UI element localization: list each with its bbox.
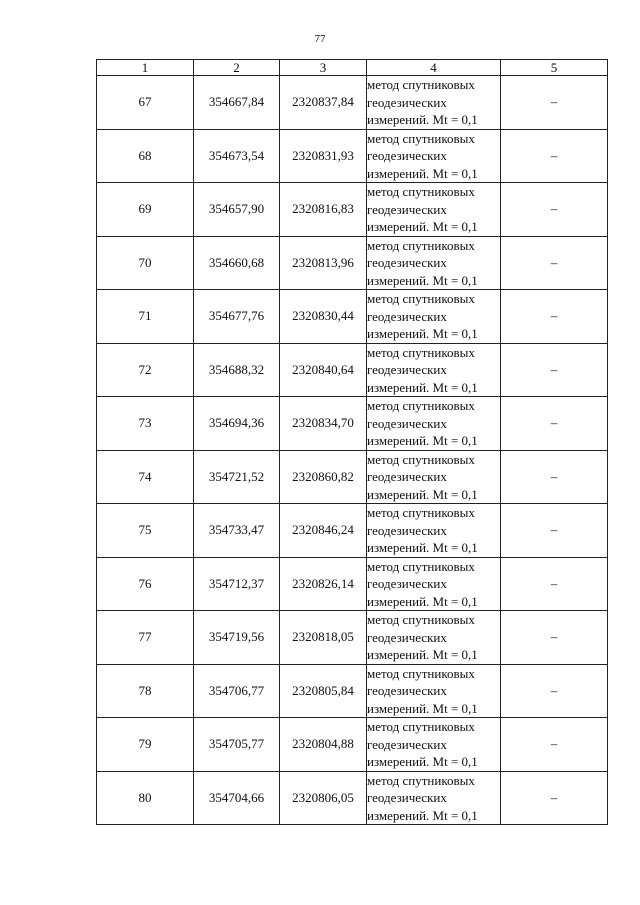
column-header-4: 4 — [367, 60, 501, 76]
method-cell — [367, 236, 501, 290]
note-cell: – — [501, 504, 608, 558]
x-coordinate-cell: 354706,77 — [194, 664, 280, 718]
y-coordinate-cell: 2320804,88 — [280, 718, 367, 772]
column-header-1: 1 — [97, 60, 194, 76]
table-row — [97, 236, 608, 290]
point-number-cell: 76 — [97, 557, 194, 611]
x-coordinate-cell: 354688,32 — [194, 343, 280, 397]
point-number-cell: 68 — [97, 129, 194, 183]
method-text-line: метод спутниковых — [367, 291, 475, 306]
method-text-line: измерений. Mt = 0,1 — [367, 754, 478, 769]
coordinates-table — [96, 59, 608, 825]
method-text-line: метод спутниковых — [367, 237, 475, 253]
point-number-cell: 72 — [97, 343, 194, 397]
point-number-cell: 80 — [97, 771, 194, 825]
table-row — [97, 504, 608, 558]
point-number-cell: 73 — [97, 397, 194, 451]
method-text-line: геодезических — [367, 362, 447, 377]
method-text-line: измерений. Mt = 0,1 — [367, 112, 478, 127]
y-coordinate-cell: 2320813,96 — [280, 236, 367, 290]
method-text-line: измерений. Mt = 0,1 — [367, 700, 478, 716]
method-cell — [367, 504, 501, 558]
note-cell: – — [501, 397, 608, 451]
table-row — [97, 343, 608, 397]
method-text-line: измерений. Mt = 0,1 — [367, 593, 478, 609]
method-text-line: измерений. Mt = 0,1 — [367, 647, 478, 662]
method-text-line: метод спутниковых — [367, 344, 475, 360]
method-text-line: геодезических — [367, 629, 447, 645]
method-cell — [367, 664, 501, 718]
point-number-cell: 67 — [97, 76, 194, 130]
y-coordinate-cell: 2320846,24 — [280, 504, 367, 558]
method-text-line: метод спутниковых — [367, 558, 475, 574]
method-text-line: измерений. Mt = 0,1 — [367, 326, 478, 341]
method-text-line: геодезических — [367, 469, 447, 484]
note-cell: – — [501, 771, 608, 825]
y-coordinate-cell: 2320837,84 — [280, 76, 367, 130]
x-coordinate-cell: 354704,66 — [194, 771, 280, 825]
method-text-line: измерений. Mt = 0,1 — [367, 165, 478, 181]
method-text-line: геодезических — [367, 201, 447, 217]
table-row — [97, 557, 608, 611]
method-text-line: измерений. Mt = 0,1 — [367, 219, 478, 234]
method-text-line: метод спутниковых — [367, 505, 475, 520]
method-text-line: метод спутниковых — [367, 612, 475, 627]
method-cell — [367, 183, 501, 237]
method-cell — [367, 343, 501, 397]
table-row — [97, 664, 608, 718]
x-coordinate-cell: 354673,54 — [194, 129, 280, 183]
note-cell: – — [501, 290, 608, 344]
x-coordinate-cell: 354667,84 — [194, 76, 280, 130]
method-cell — [367, 557, 501, 611]
method-text-line: метод спутниковых — [367, 772, 475, 788]
note-cell: – — [501, 183, 608, 237]
method-text-line: измерений. Mt = 0,1 — [367, 540, 478, 555]
y-coordinate-cell: 2320831,93 — [280, 129, 367, 183]
method-text-line: метод спутниковых — [367, 398, 475, 413]
x-coordinate-cell: 354677,76 — [194, 290, 280, 344]
table-row — [97, 718, 608, 772]
y-coordinate-cell: 2320806,05 — [280, 771, 367, 825]
x-coordinate-cell: 354719,56 — [194, 611, 280, 665]
page-number: 77 — [314, 33, 326, 45]
method-text-line: геодезических — [367, 736, 447, 752]
x-coordinate-cell: 354694,36 — [194, 397, 280, 451]
method-text-line: метод спутниковых — [367, 77, 475, 92]
method-text-line: метод спутниковых — [367, 665, 475, 681]
note-cell: – — [501, 557, 608, 611]
y-coordinate-cell: 2320860,82 — [280, 450, 367, 504]
method-text-line: геодезических — [367, 415, 447, 431]
method-text-line: геодезических — [367, 94, 447, 110]
method-text-line: геодезических — [367, 522, 447, 538]
method-cell — [367, 771, 501, 825]
method-cell — [367, 450, 501, 504]
y-coordinate-cell: 2320830,44 — [280, 290, 367, 344]
method-text-line: измерений. Mt = 0,1 — [367, 807, 478, 823]
method-cell — [367, 290, 501, 344]
column-header-3: 3 — [280, 60, 367, 76]
x-coordinate-cell: 354721,52 — [194, 450, 280, 504]
x-coordinate-cell: 354657,90 — [194, 183, 280, 237]
method-text-line: измерений. Mt = 0,1 — [367, 379, 478, 395]
note-cell: – — [501, 343, 608, 397]
point-number-cell: 71 — [97, 290, 194, 344]
point-number-cell: 77 — [97, 611, 194, 665]
table-row — [97, 183, 608, 237]
note-cell: – — [501, 129, 608, 183]
x-coordinate-cell: 354733,47 — [194, 504, 280, 558]
method-text-line: геодезических — [367, 790, 447, 805]
table-row — [97, 450, 608, 504]
method-text-line: геодезических — [367, 576, 447, 591]
point-number-cell: 70 — [97, 236, 194, 290]
method-text-line: измерений. Mt = 0,1 — [367, 433, 478, 448]
method-cell — [367, 397, 501, 451]
point-number-cell: 75 — [97, 504, 194, 558]
table-row — [97, 397, 608, 451]
method-text-line: метод спутниковых — [367, 719, 475, 734]
column-header-5: 5 — [501, 60, 608, 76]
table-header-row — [97, 60, 608, 76]
note-cell: – — [501, 611, 608, 665]
method-text-line: геодезических — [367, 683, 447, 698]
point-number-cell: 69 — [97, 183, 194, 237]
method-text-line: метод спутниковых — [367, 451, 475, 467]
note-cell: – — [501, 236, 608, 290]
method-cell — [367, 129, 501, 183]
note-cell: – — [501, 450, 608, 504]
method-cell — [367, 718, 501, 772]
note-cell: – — [501, 76, 608, 130]
method-text-line: измерений. Mt = 0,1 — [367, 272, 478, 288]
table-row — [97, 129, 608, 183]
y-coordinate-cell: 2320840,64 — [280, 343, 367, 397]
point-number-cell: 79 — [97, 718, 194, 772]
x-coordinate-cell: 354712,37 — [194, 557, 280, 611]
y-coordinate-cell: 2320834,70 — [280, 397, 367, 451]
y-coordinate-cell: 2320818,05 — [280, 611, 367, 665]
method-text-line: измерений. Mt = 0,1 — [367, 486, 478, 502]
y-coordinate-cell: 2320816,83 — [280, 183, 367, 237]
point-number-cell: 74 — [97, 450, 194, 504]
table-body — [97, 76, 608, 825]
table-row — [97, 771, 608, 825]
method-text-line: геодезических — [367, 255, 447, 270]
column-header-2: 2 — [194, 60, 280, 76]
method-cell — [367, 611, 501, 665]
x-coordinate-cell: 354705,77 — [194, 718, 280, 772]
method-text-line: метод спутниковых — [367, 184, 475, 199]
table-row — [97, 76, 608, 130]
table-row — [97, 290, 608, 344]
x-coordinate-cell: 354660,68 — [194, 236, 280, 290]
method-text-line: метод спутниковых — [367, 130, 475, 146]
point-number-cell: 78 — [97, 664, 194, 718]
method-cell — [367, 76, 501, 130]
y-coordinate-cell: 2320826,14 — [280, 557, 367, 611]
method-text-line: геодезических — [367, 148, 447, 163]
note-cell: – — [501, 664, 608, 718]
method-text-line: геодезических — [367, 308, 447, 324]
table-row — [97, 611, 608, 665]
y-coordinate-cell: 2320805,84 — [280, 664, 367, 718]
note-cell: – — [501, 718, 608, 772]
